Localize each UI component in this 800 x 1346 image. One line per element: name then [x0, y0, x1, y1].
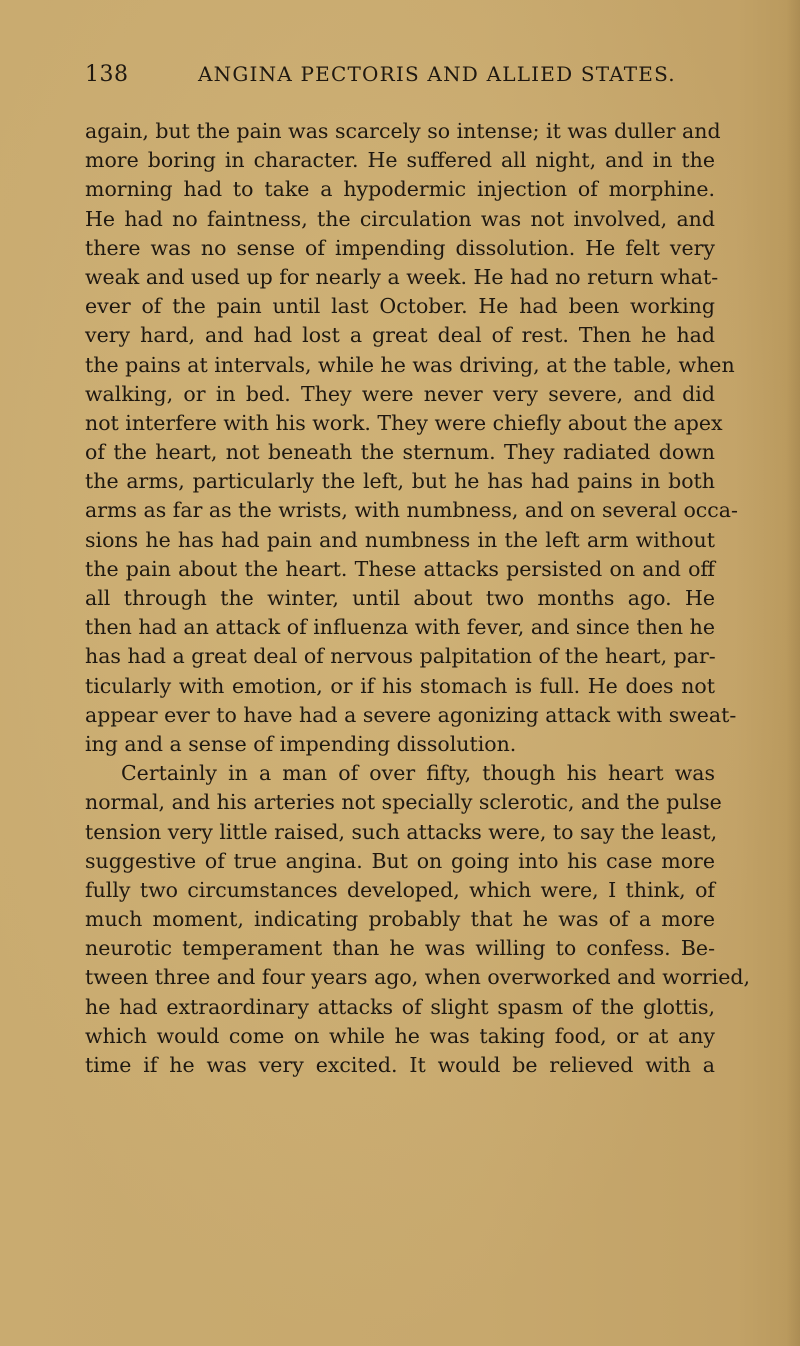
text-line: ever of the pain until last October. He had been working — [85, 294, 715, 319]
text-line: there was no sense of impending dissolution. He felt very — [85, 235, 715, 260]
text-line: ing and a sense of impending dissolution. — [85, 731, 517, 756]
text-line: arms as far as the wrists, with numbness, and on several occa- — [85, 498, 738, 523]
text-line: suggestive of true angina. But on going into his case more — [85, 848, 715, 873]
text-line: normal, and his arteries not specially sclerotic, and the pulse — [85, 790, 722, 815]
text-line: weak and used up for nearly a week. He had no return what- — [85, 264, 719, 289]
text-line: then had an attack of influenza with fever, and since then he — [85, 615, 715, 640]
page-number: 138 — [85, 62, 129, 87]
text-line: the pain about the heart. These attacks persisted on and off — [85, 556, 715, 581]
text-line: all through the winter, until about two months ago. He — [85, 586, 715, 610]
text-line: of the heart, not beneath the sternum. They radiated down — [85, 440, 715, 465]
text-line: has had a great deal of nervous palpitation of the heart, par- — [85, 644, 716, 669]
text-line: the pains at intervals, while he was driving, at the table, when — [85, 352, 735, 377]
text-line: tension very little raised, such attacks were, to say the least, — [85, 819, 718, 844]
text-line: he had extraordinary attacks of slight spasm of the glottis, — [85, 994, 715, 1019]
page-header — [85, 62, 715, 92]
text-line: tween three and four years ago, when overworked and worried, — [85, 965, 751, 990]
text-line: sions he has had pain and numbness in the left arm without — [85, 527, 715, 552]
text-line: not interfere with his work. They were chiefly about the apex — [85, 410, 723, 435]
text-line: time if he was very excited. It would be relieved with a — [85, 1053, 715, 1077]
text-line: He had no faintness, the circulation was not involved, and — [85, 206, 715, 231]
page-edge-shadow — [786, 0, 800, 1346]
text-line: which would come on while he was taking food, or at any — [85, 1023, 715, 1048]
text-line: walking, or in bed. They were never very severe, and did — [85, 381, 715, 406]
text-line: Certainly in a man of over fifty, though his heart was — [121, 761, 715, 786]
body-text — [85, 117, 751, 1080]
text-line: the arms, particularly the left, but he has had pains in both — [85, 469, 715, 494]
text-line: fully two circumstances developed, which were, I think, of — [85, 877, 715, 902]
text-line: much moment, indicating probably that he was of a more — [85, 907, 715, 932]
text-line: again, but the pain was scarcely so intense; it was duller and — [85, 119, 721, 143]
text-line: morning had to take a hypodermic injection of morphine. — [85, 177, 715, 202]
text-line: ticularly with emotion, or if his stomach is full. He does not — [85, 673, 715, 698]
text-line: appear ever to have had a severe agonizing attack with sweat- — [85, 702, 737, 727]
running-head: ANGINA PECTORIS AND ALLIED STATES. — [198, 62, 676, 86]
text-line: very hard, and had lost a great deal of rest. Then he had — [85, 323, 715, 348]
text-line: neurotic temperament than he was willing to confess. Be- — [85, 936, 715, 961]
text-line: more boring in character. He suffered all night, and in the — [85, 148, 715, 173]
